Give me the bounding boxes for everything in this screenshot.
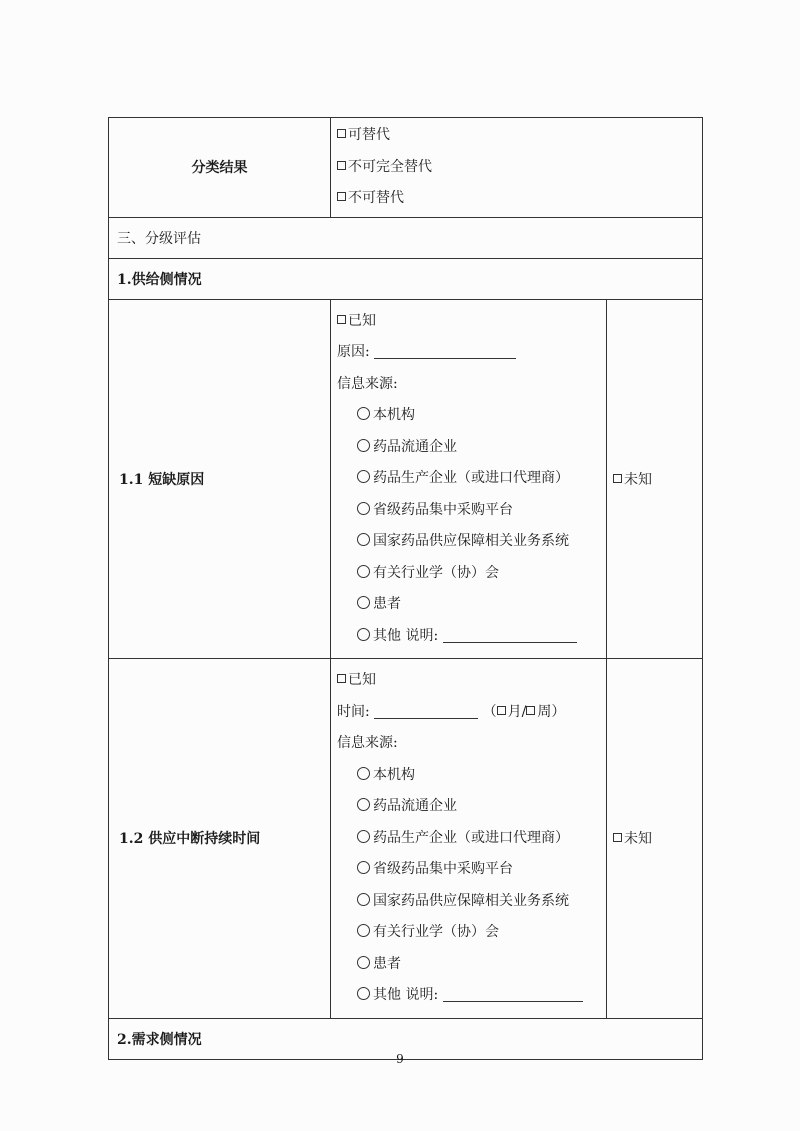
radio-icon[interactable] xyxy=(357,502,370,515)
radio-icon[interactable] xyxy=(357,924,370,937)
other-input[interactable] xyxy=(443,985,583,1002)
radio-icon[interactable] xyxy=(357,987,370,1000)
option-partially-substitutable[interactable]: 不可完全替代 xyxy=(337,152,702,184)
source-label: 信息来源: xyxy=(337,735,398,751)
checkbox-icon[interactable] xyxy=(526,706,535,715)
checkbox-icon[interactable] xyxy=(613,833,622,842)
radio-icon[interactable] xyxy=(357,470,370,483)
radio-icon[interactable] xyxy=(357,407,370,420)
source-option[interactable]: 国家药品供应保障相关业务系统 xyxy=(337,526,606,558)
radio-icon[interactable] xyxy=(357,565,370,578)
source-option[interactable]: 本机构 xyxy=(337,760,606,792)
source-option[interactable]: 药品生产企业（或进口代理商） xyxy=(337,463,606,495)
supply-title: 1.供给侧情况 xyxy=(109,258,703,299)
row-1-1 xyxy=(109,299,703,659)
checkbox-icon[interactable] xyxy=(613,474,622,483)
radio-icon[interactable] xyxy=(357,830,370,843)
radio-icon[interactable] xyxy=(357,861,370,874)
section3-title: 三、分级评估 xyxy=(109,217,703,258)
source-option[interactable]: 药品流通企业 xyxy=(337,791,606,823)
known-option[interactable]: 已知 xyxy=(337,306,606,338)
option-not-substitutable[interactable]: 不可替代 xyxy=(337,183,702,215)
source-option[interactable]: 国家药品供应保障相关业务系统 xyxy=(337,886,606,918)
section3-row xyxy=(109,217,703,258)
time-line: 时间: （ 月/ 周） xyxy=(337,703,566,720)
classification-label: 分类结果 xyxy=(109,118,331,218)
source-option[interactable]: 药品流通企业 xyxy=(337,432,606,464)
radio-icon[interactable] xyxy=(357,439,370,452)
assessment-form-table xyxy=(108,117,703,1060)
time-input[interactable] xyxy=(374,702,478,719)
unknown-option[interactable]: 未知 xyxy=(607,299,703,659)
radio-icon[interactable] xyxy=(357,767,370,780)
demand-title: 2.需求侧情况 xyxy=(109,1018,703,1059)
classification-row xyxy=(109,118,703,218)
known-option[interactable]: 已知 xyxy=(337,665,606,697)
row-1-1-label: 1.1 短缺原因 xyxy=(109,299,331,659)
radio-icon[interactable] xyxy=(357,596,370,609)
source-option-other[interactable]: 其他 说明: xyxy=(337,980,606,1012)
checkbox-icon[interactable] xyxy=(337,315,346,324)
checkbox-icon[interactable] xyxy=(337,161,346,170)
source-option[interactable]: 患者 xyxy=(337,949,606,981)
source-label: 信息来源: xyxy=(337,375,398,392)
radio-icon[interactable] xyxy=(357,956,370,969)
radio-icon[interactable] xyxy=(357,893,370,906)
classification-options xyxy=(331,118,703,218)
source-option[interactable]: 有关行业学（协）会 xyxy=(337,917,606,949)
radio-icon[interactable] xyxy=(357,628,370,641)
reason-line: 原因: xyxy=(337,337,606,369)
source-option[interactable]: 药品生产企业（或进口代理商） xyxy=(337,823,606,855)
option-substitutable[interactable]: 可替代 xyxy=(337,120,702,152)
radio-icon[interactable] xyxy=(357,533,370,546)
checkbox-icon[interactable] xyxy=(337,129,346,138)
radio-icon[interactable] xyxy=(357,798,370,811)
other-input[interactable] xyxy=(443,626,577,643)
row-1-2-options xyxy=(331,659,607,1019)
source-option[interactable]: 患者 xyxy=(337,589,606,621)
source-option[interactable]: 本机构 xyxy=(337,400,606,432)
reason-input[interactable] xyxy=(374,342,516,359)
checkbox-icon[interactable] xyxy=(497,706,506,715)
supply-row xyxy=(109,258,703,299)
row-1-2 xyxy=(109,659,703,1019)
row-1-2-label: 1.2 供应中断持续时间 xyxy=(109,659,331,1019)
checkbox-icon[interactable] xyxy=(337,192,346,201)
row-1-1-options xyxy=(331,299,607,659)
unknown-option[interactable]: 未知 xyxy=(607,659,703,1019)
source-option[interactable]: 省级药品集中采购平台 xyxy=(337,495,606,527)
checkbox-icon[interactable] xyxy=(337,674,346,683)
source-option[interactable]: 有关行业学（协）会 xyxy=(337,558,606,590)
source-option[interactable]: 省级药品集中采购平台 xyxy=(337,854,606,886)
page-number: 9 xyxy=(396,1052,404,1066)
source-option-other[interactable]: 其他 说明: xyxy=(337,621,606,653)
